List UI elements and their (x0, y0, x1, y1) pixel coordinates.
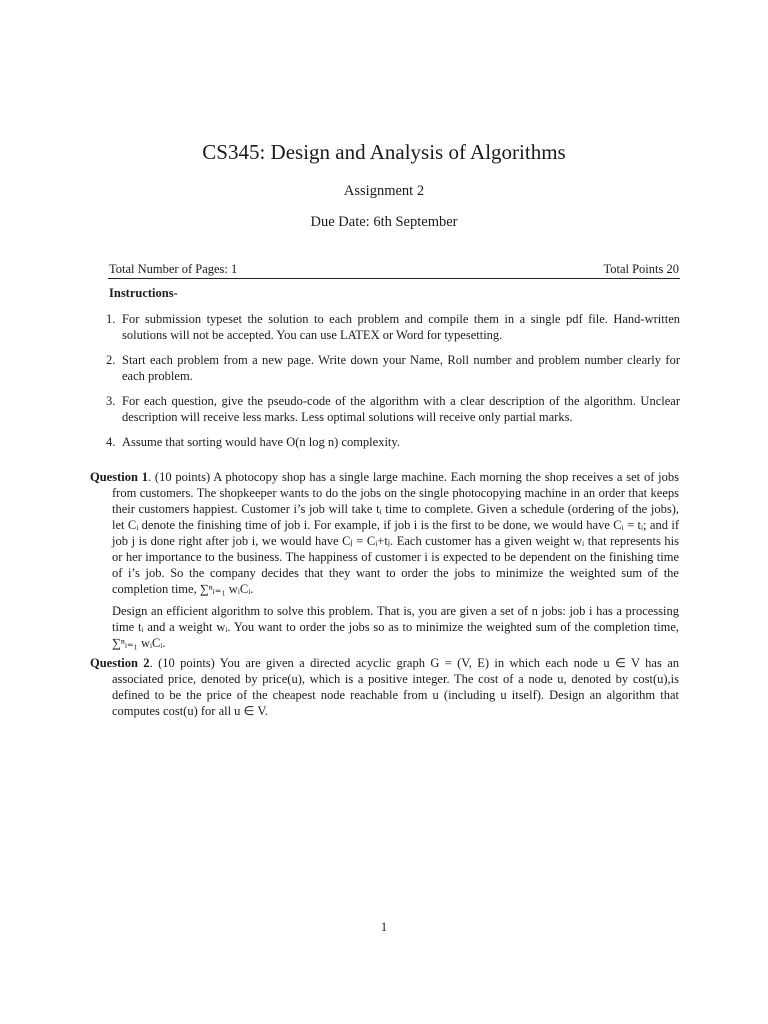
total-points: Total Points 20 (603, 262, 679, 276)
meta-row (109, 262, 679, 277)
question-text: Design an efficient algorithm to solve this problem. That is, you are given a set of n jobs: job i has a processing time tᵢ and a weight wᵢ. You want to order the jobs so as to minimize the weighted sum of the completion time, ∑ⁿᵢ₌₁ wᵢCᵢ. (112, 604, 679, 650)
instruction-number: 2. (106, 353, 116, 367)
instructions-list (106, 311, 680, 459)
instruction-number: 1. (106, 312, 116, 326)
question-2-paragraph: Question 2. (10 points) You are given a directed acyclic graph G = (V, E) in which each node u ∈ V has an associated price, denoted by price(u), which is a positive integer. The cost of a node u, denoted by cost(u),is defined to be the price of the cheapest node reachable from u (including u itself). Design an algorithm that computes cost(u) for all u ∈ V. (90, 656, 680, 718)
total-pages: Total Number of Pages: 1 (109, 262, 238, 276)
assignment-subtitle: Assignment 2 (343, 183, 425, 199)
instruction-text: Assume that sorting would have O(n log n) complexity. (122, 435, 400, 449)
question-label: Question 1 (90, 470, 148, 484)
instruction-item (106, 352, 680, 384)
instruction-item (106, 434, 680, 450)
instructions-heading: Instructions- (109, 286, 178, 300)
page-title: CS345: Design and Analysis of Algorithms (202, 140, 566, 164)
question-label: Question 2 (90, 656, 150, 670)
question-1-paragraph: Question 1. (10 points) A photocopy shop has a single large machine. Each morning the shop receives a set of jobs from customers. The shopkeeper wants to do the jobs on the single photocopying machine in an order that keeps their customers happiest. Customer i’s job will take tᵢ time to complete. Given a schedule (ordering of the jobs), let Cᵢ denote the finishing time of job i. For example, if job i is the first to be done, we would have Cᵢ = tᵢ; and if job j is done right after job i, we would have Cⱼ = Cᵢ+tⱼ. Each customer has a given weight wᵢ that represents his or her importance to the business. The happiness of customer i is expected to be dependent on the finishing time of i’s job. So the company decides that they want to order the jobs to minimize the weighted sum of the completion time, ∑ⁿᵢ₌₁ wᵢCᵢ. (90, 470, 680, 596)
instruction-text: For each question, give the pseudo-code of the algorithm with a clear description of the algorithm. Unclear description will receive less marks. Less optimal solutions will receive only partial marks. (122, 394, 680, 424)
instruction-number: 4. (106, 435, 116, 449)
question-points: (10 points) (158, 656, 215, 670)
page-number: 1 (380, 920, 388, 934)
question-points: (10 points) (154, 470, 211, 484)
instruction-item (106, 311, 680, 343)
question-text: A photocopy shop has a single large machine. Each morning the shop receives a set of jobs from customers. The shopkeeper wants to do the jobs on the single photocopying machine in an order that keeps their customers happiest. Customer i’s job will take tᵢ time to complete. Given a schedule (ordering of the jobs), let Cᵢ denote the finishing time of job i. For example, if job i is the first to be done, we would have Cᵢ = tᵢ; and if job j is done right after job i, we would have Cⱼ = Cᵢ+tⱼ. Each customer has a given weight wᵢ that represents his or her importance to the business. The happiness of customer i is expected to be dependent on the finishing time of i’s job. So the company decides that they want to order the jobs to minimize the weighted sum of the completion time, ∑ⁿᵢ₌₁ wᵢCᵢ. (112, 470, 680, 596)
due-date: Due Date: 6th September (310, 214, 458, 230)
instruction-text: For submission typeset the solution to each problem and compile them in a single pdf file. Hand-written solutions will not be accepted. You can use LATEX or Word for typesetting. (122, 312, 680, 342)
question-1 (90, 469, 679, 651)
instruction-text: Start each problem from a new page. Write down your Name, Roll number and problem number clearly for each problem. (122, 353, 680, 383)
question-2 (90, 655, 679, 719)
question-1-paragraph-2 (90, 603, 679, 651)
instruction-number: 3. (106, 394, 116, 408)
question-text: You are given a directed acyclic graph G = (V, E) in which each node u ∈ V has an associated price, denoted by price(u), which is a positive integer. The cost of a node u, denoted by cost(u),is defined to be the price of the cheapest node reachable from u (including u itself). Design an algorithm that computes cost(u) for all u ∈ V. (112, 656, 680, 718)
header-divider (108, 278, 680, 279)
instruction-item (106, 393, 680, 425)
